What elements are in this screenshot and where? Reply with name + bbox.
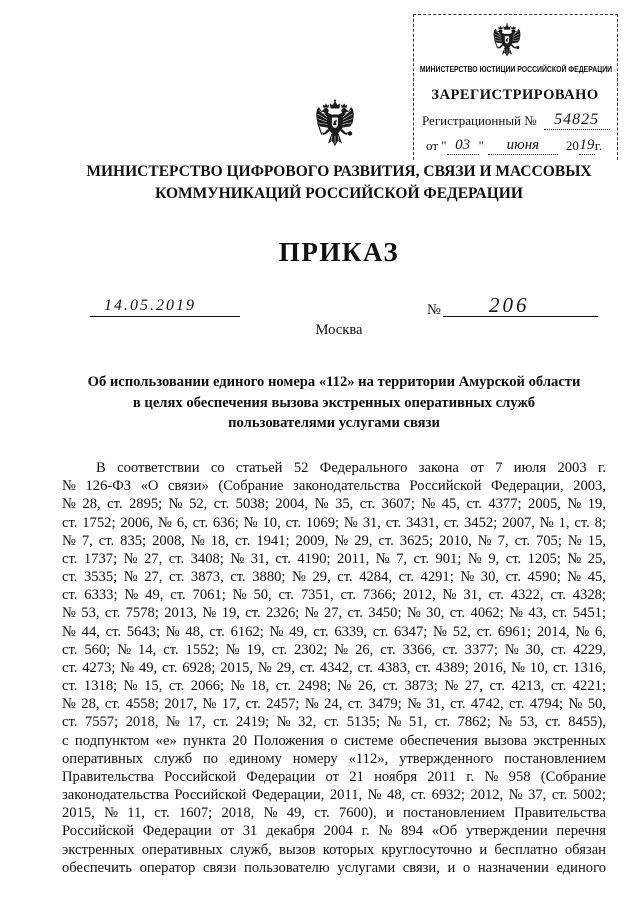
stamp-registration-label: Регистрационный № bbox=[422, 113, 537, 128]
body-line-text: с подпунктом «е» пункта 20 Положения о системе обеспечения вызова экстренных bbox=[62, 732, 606, 749]
body-line-text: № 7, ст. 835; 2008, № 18, ст. 1941; 2009, № 29, ст. 3625; 2010, № 7, ст. 705; № 15, bbox=[62, 532, 606, 549]
coat-of-arms-icon bbox=[492, 22, 522, 58]
coat-of-arms-icon bbox=[492, 22, 522, 58]
body-line bbox=[62, 695, 606, 713]
body-line-text: ст. 1737; № 27, ст. 3408; № 31, ст. 4190; 2011, № 7, ст. 901; № 9, ст. 1205; № 25, bbox=[62, 550, 606, 567]
body-line bbox=[62, 677, 606, 695]
body-line-text: № 53, ст. 7578; 2013, № 19, ст. 2326; № 27, ст. 3450; № 30, ст. 4062; № 43, ст. 5451; bbox=[62, 605, 606, 622]
document-number-label: № bbox=[427, 302, 441, 318]
body-line bbox=[62, 713, 606, 731]
subject-line: пользователями услугами связи bbox=[228, 415, 440, 431]
stamp-registration-row bbox=[422, 111, 610, 130]
stamp-date-quote: " bbox=[478, 138, 484, 153]
document-number: 206 bbox=[489, 293, 530, 317]
body-line-text: В соответствии со статьей 52 Федерального закона от 7 июля 2003 г. bbox=[96, 460, 606, 476]
body-line bbox=[62, 732, 606, 750]
body-line-text: ст. 1318; № 15, ст. 2066; № 18, ст. 2498; № 26, ст. 3873; № 27, ст. 4213, ст. 4221; bbox=[62, 678, 606, 695]
body-line-text: № 126-ФЗ «О связи» (Собрание законодательства Российской Федерации, 2003, bbox=[62, 478, 606, 495]
stamp-ministry-name: МИНИСТЕРСТВО ЮСТИЦИИ РОССИЙСКОЙ ФЕДЕРАЦИИ bbox=[419, 65, 613, 74]
body-line bbox=[62, 641, 606, 659]
body-line-text: ст. 1752; 2006, № 6, ст. 636; № 10, ст. 1069; № 31, ст. 3431, ст. 3452; 2007, № 1, ст. 8; bbox=[62, 514, 606, 531]
stamp-date-year: 19 bbox=[579, 137, 595, 153]
body-line-text: 2015, № 11, ст. 1607; 2018, № 49, ст. 7600), и постановлением Правительства bbox=[62, 805, 606, 822]
stamp-registration-number: 54825 bbox=[544, 111, 610, 130]
organization-name-line: МИНИСТЕРСТВО ЦИФРОВОГО РАЗВИТИЯ, СВЯЗИ И МАССОВЫХ bbox=[86, 163, 592, 180]
coat-of-arms-icon bbox=[314, 99, 356, 147]
body-line bbox=[62, 477, 606, 495]
body-line bbox=[62, 568, 606, 586]
body-line bbox=[62, 604, 606, 622]
stamp-date-day: 03 bbox=[447, 136, 479, 155]
stamp-date-month: июня bbox=[488, 136, 558, 155]
body-line bbox=[62, 768, 606, 786]
body-line bbox=[62, 532, 606, 550]
organization-name bbox=[40, 161, 638, 205]
body-line-text: ст. 6333; № 49, ст. 7061; № 50, ст. 7351, ст. 7366; 2012, № 31, ст. 4322, ст. 4328; bbox=[62, 587, 606, 604]
body-line-text: Правительства Российской Федерации от 21 ноября 2011 г. № 958 (Собрание bbox=[62, 768, 606, 785]
registration-stamp bbox=[413, 14, 618, 160]
body-line-text: № 28, ст. 2895; № 52, ст. 5038; 2004, № 35, ст. 3607; № 45, ст. 4377; 2005, № 19, bbox=[62, 496, 606, 513]
stamp-date-prefix: от " bbox=[426, 138, 447, 153]
stamp-date-row bbox=[426, 136, 602, 155]
body-line bbox=[62, 804, 606, 822]
stamp-date-suffix: г. bbox=[594, 138, 603, 153]
body-line bbox=[62, 495, 606, 513]
body-line-text: № 44, ст. 5643; № 48, ст. 6162; № 49, ст. 6339, ст. 6347; № 52, ст. 6961; 2014, № 6, bbox=[62, 623, 606, 640]
body-line bbox=[62, 859, 606, 877]
document-body bbox=[62, 459, 606, 877]
stamp-status: ЗАРЕГИСТРИРОВАНО bbox=[431, 87, 599, 103]
body-line-text: № 28, ст. 4558; 2017, № 17, ст. 2457; № 24, ст. 3479; № 31, ст. 4742, ст. 4794; № 50, bbox=[62, 696, 606, 713]
body-line-text: Российской Федерации от 31 декабря 2004 г. № 894 «Об утверждении перечня bbox=[62, 823, 606, 840]
body-line bbox=[62, 841, 606, 859]
body-line-text: оперативных служб по единому номеру «112», утвержденного постановлением bbox=[62, 750, 606, 767]
date-underline bbox=[90, 316, 240, 317]
body-line bbox=[62, 822, 606, 840]
body-line-text: обеспечить оператор связи пользователю услугами связи, и о назначении единого bbox=[62, 859, 606, 876]
body-line-text: ст. 560; № 14, ст. 1552; № 19, ст. 2302; № 26, ст. 3366, ст. 3377; № 30, ст. 4229, bbox=[62, 641, 606, 658]
document-city: Москва bbox=[315, 322, 363, 338]
subject-line: в целях обеспечения вызова экстренных оперативных служб bbox=[132, 394, 536, 411]
body-line bbox=[62, 623, 606, 641]
stamp-date-century: 20 bbox=[565, 138, 579, 153]
body-line-text: экстренных оперативных служб, вызов которых круглосуточно и бесплатно обязан bbox=[62, 841, 606, 858]
document-type-title: ПРИКАЗ bbox=[278, 237, 400, 267]
body-line-text: ст. 3535; № 27, ст. 3873, ст. 3880; № 29, ст. 4284, ст. 4291; № 30, ст. 4590; № 45, bbox=[62, 569, 606, 586]
body-line-text: ст. 7557; 2018, № 17, ст. 2419; № 32, ст. 5135; № 51, ст. 7862; № 53, ст. 8455), bbox=[62, 714, 606, 731]
body-line-text: ст. 4273; № 49, ст. 6928; 2015, № 29, ст. 4342, ст. 4383, ст. 4389; 2016, № 10, ст. 1316, bbox=[62, 659, 606, 676]
body-line-text: законодательства Российской Федерации, 2011, № 48, ст. 6932; 2012, № 37, ст. 5002; bbox=[62, 787, 606, 804]
body-line bbox=[62, 459, 606, 477]
body-line bbox=[62, 586, 606, 604]
body-line bbox=[62, 786, 606, 804]
body-line bbox=[62, 750, 606, 768]
body-line bbox=[62, 514, 606, 532]
body-line bbox=[62, 659, 606, 677]
subject-line: Об использовании единого номера «112» на территории Амурской области bbox=[87, 374, 581, 390]
document-date: 14.05.2019 bbox=[104, 297, 196, 314]
body-line bbox=[62, 550, 606, 568]
coat-of-arms-icon bbox=[314, 99, 356, 147]
document-subject bbox=[62, 372, 606, 434]
organization-name-line: КОММУНИКАЦИЙ РОССИЙСКОЙ ФЕДЕРАЦИИ bbox=[155, 185, 523, 202]
